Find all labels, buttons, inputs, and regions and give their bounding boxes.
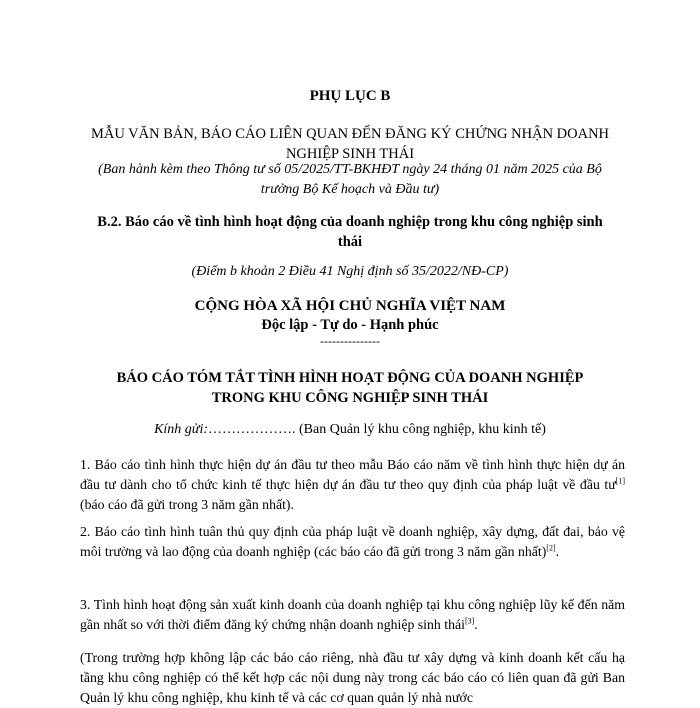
appendix-title: PHỤ LỤC B [309, 88, 391, 104]
paragraph-2-tail: . [555, 544, 560, 559]
paragraph-1-text: 1. Báo cáo tình hình thực hiện dự án đầu tư theo mẫu Báo cáo năm về tình hình thực hiện dự án đầu tư dành cho tổ chức kinh tế thực hiện dự án đầu tư theo quy định của pháp luật về đầu tư [80, 457, 625, 492]
section-title: B.2. Báo cáo về tình hình hoạt động của doanh nghiệp trong khu công nghiệp sinh thái [97, 214, 603, 250]
footnote-2-link[interactable]: [2] [546, 543, 556, 553]
footnote-3-link[interactable]: [3] [464, 616, 475, 626]
paragraph-3 [80, 595, 625, 635]
main-title: MẪU VĂN BẢN, BÁO CÁO LIÊN QUAN ĐẾN ĐĂNG KÝ CHỨNG NHẬN DOANH NGHIỆP SINH THÁI [90, 126, 610, 162]
report-title: BÁO CÁO TÓM TẮT TÌNH HÌNH HOẠT ĐỘNG CỦA DOANH NGHIỆP TRONG KHU CÔNG NGHIỆP SINH THÁI [116, 370, 584, 406]
addressee-label: Kính gửi: [154, 422, 208, 437]
nation-name: CỘNG HÒA XÃ HỘI CHỦ NGHĨA VIỆT NAM [194, 298, 506, 314]
issued-note: (Ban hành kèm theo Thông tư số 05/2025/TT-BKHĐT ngày 24 tháng 01 năm 2025 của Bộ trưởng Bộ Kế hoạch và Đầu tư) [98, 162, 602, 197]
paragraph-3-text: 3. Tình hình hoạt động sản xuất kinh doanh của doanh nghiệp tại khu công nghiệp lũy kế đến năm gần nhất so với thời điểm đăng ký chứng nhận doanh nghiệp sinh thái [80, 597, 625, 632]
motto: Độc lập - Tự do - Hạnh phúc [261, 317, 439, 333]
footnote-1-link[interactable]: [1] [615, 476, 625, 486]
addressee-text: ………………. (Ban Quản lý khu công nghiệp, khu kinh tế) [208, 422, 546, 437]
paragraph-4: (Trong trường hợp không lập các báo cáo riêng, nhà đầu tư xây dựng và kinh doanh kết cấu hạ tầng khu công nghiệp có thể kết hợp các nội dung này trong các báo cáo có liên quan đã gửi Ban Quản lý khu công nghiệp, khu kinh tế và các cơ quan quản lý nhà nước [80, 650, 625, 705]
addressee [0, 422, 700, 438]
paragraph-2 [80, 522, 625, 562]
paragraph-3-tail: . [474, 617, 478, 632]
divider: --------------- [320, 334, 380, 348]
legal-reference: (Điểm b khoản 2 Điều 41 Nghị định số 35/2022/NĐ-CP) [191, 264, 509, 279]
paragraph-2-text: 2. Báo cáo tình hình tuân thủ quy định của pháp luật về doanh nghiệp, xây dựng, đất đai, bảo vệ môi trường và lao động của doanh nghiệp (các báo cáo đã gửi trong 3 năm gần nhất) [80, 524, 625, 559]
paragraph-1 [80, 455, 625, 515]
paragraph-1-tail: (báo cáo đã gửi trong 3 năm gần nhất). [80, 497, 294, 512]
